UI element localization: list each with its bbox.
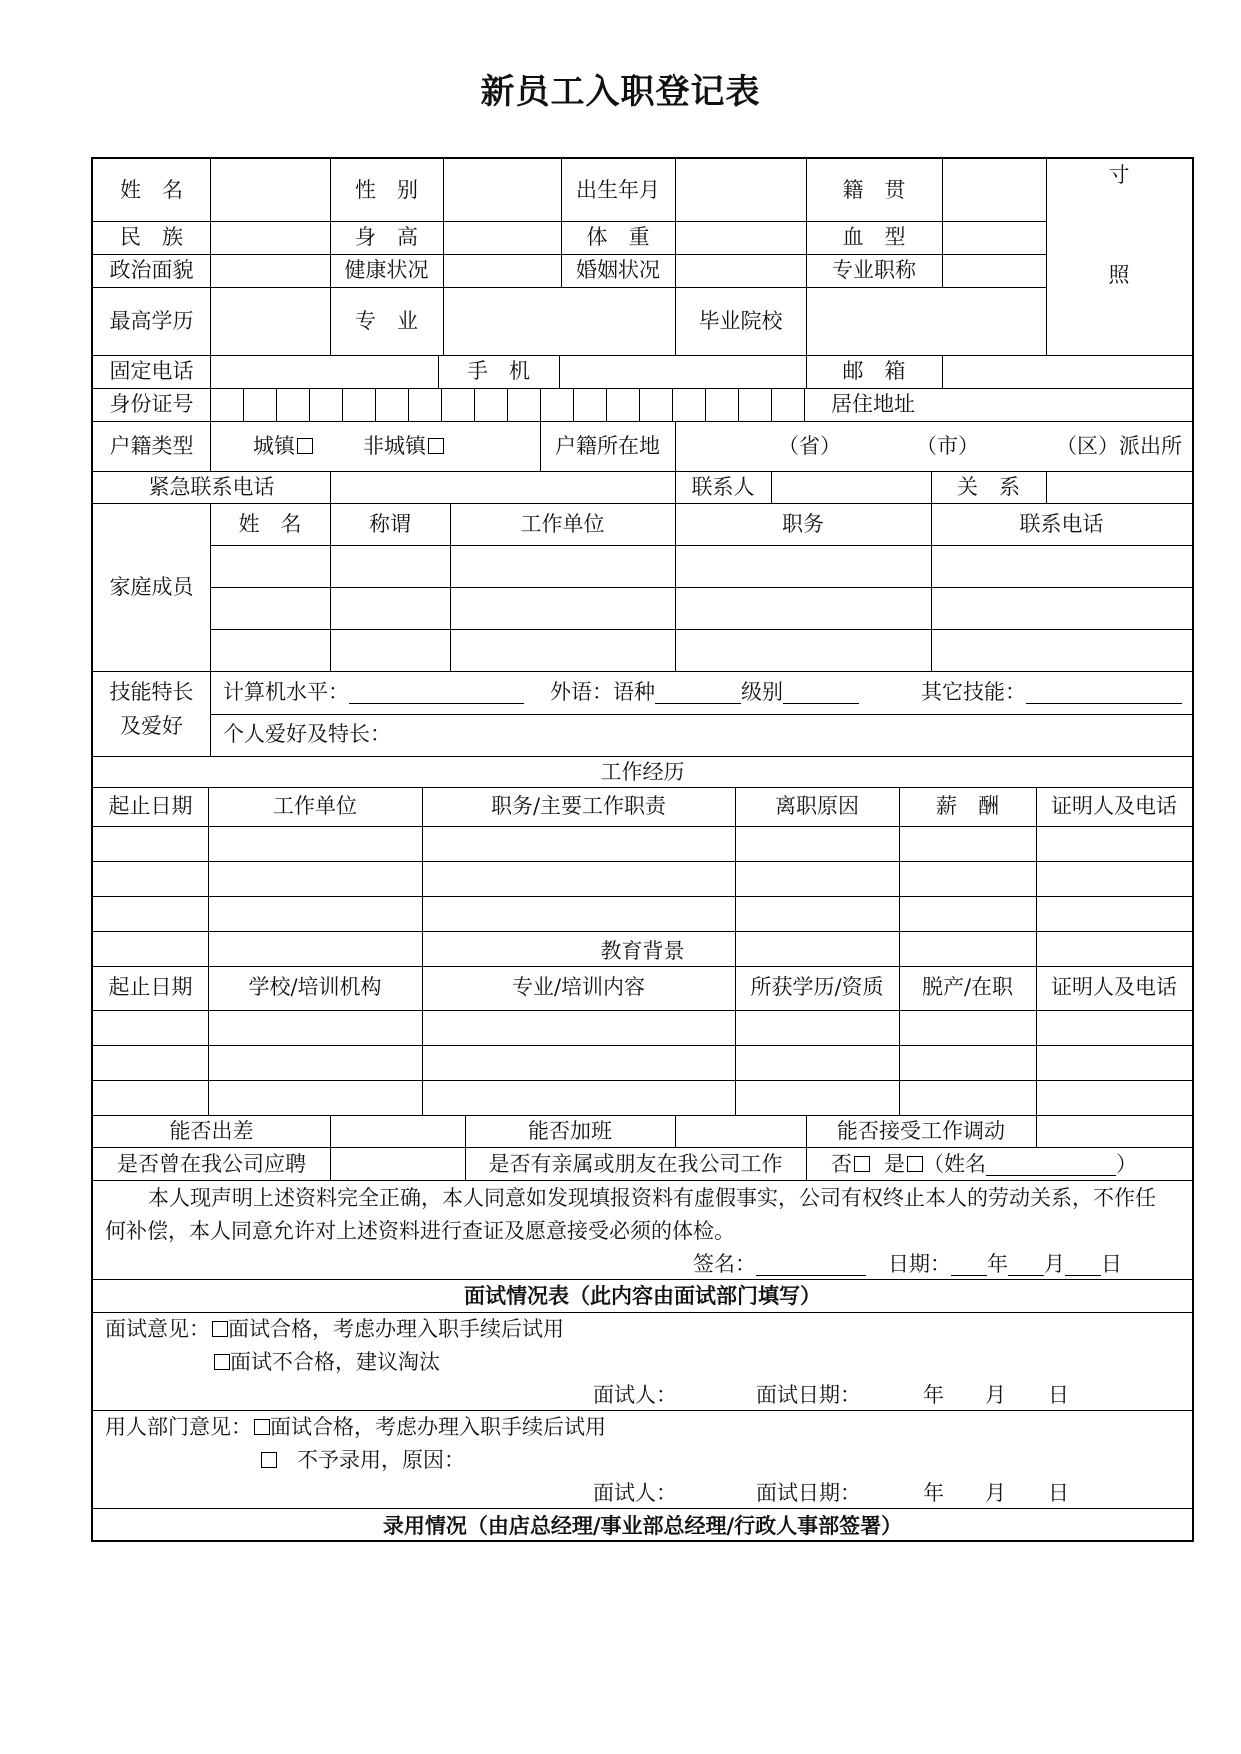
rural-checkbox[interactable]	[428, 438, 444, 454]
label-political: 政治面貌	[109, 258, 194, 282]
declaration-line-2: 何补偿，本人同意允许对上述资料进行查证及愿意接受必须的体检。	[105, 1219, 735, 1243]
option-urban[interactable]: 城镇	[253, 434, 313, 458]
edu-header-major: 专业/培训内容	[511, 975, 646, 999]
label-applied-before: 是否曾在我公司应聘	[117, 1152, 306, 1176]
label-interviewer-1: 面试人：	[593, 1383, 677, 1407]
work-header-reason: 离职原因	[775, 794, 859, 818]
section-work-title: 工作经历	[600, 760, 685, 784]
label-hobbies: 及爱好	[120, 714, 183, 738]
date-month-blank[interactable]	[1008, 1255, 1044, 1276]
interview-fail-checkbox[interactable]	[214, 1354, 230, 1370]
work-header-employer: 工作单位	[273, 794, 357, 818]
work-header-dates: 起止日期	[108, 794, 193, 818]
label-province: （省）	[778, 434, 841, 458]
language-level-blank[interactable]	[783, 683, 859, 704]
section-interview-title: 面试情况表（此内容由面试部门填写）	[464, 1283, 821, 1308]
dept-pass-checkbox[interactable]	[254, 1419, 270, 1435]
option-rural[interactable]: 非城镇	[363, 434, 444, 458]
label-relatives: 是否有亲属或朋友在我公司工作	[488, 1152, 783, 1176]
label-overtime: 能否加班	[528, 1119, 612, 1143]
work-header-salary: 薪 酬	[936, 794, 999, 818]
work-header-reference: 证明人及电话	[1051, 794, 1177, 818]
language-blank[interactable]	[655, 683, 741, 704]
computer-level-blank[interactable]	[349, 683, 524, 704]
label-city: （市）	[916, 434, 979, 458]
label-travel: 能否出差	[169, 1119, 254, 1143]
label-mobile: 手 机	[467, 359, 530, 383]
relatives-answer: 否 是 （姓名 ）	[831, 1152, 1137, 1176]
label-major: 专 业	[355, 309, 418, 333]
foreign-language: 外语：语种 级别	[550, 680, 859, 704]
date-year-blank[interactable]	[951, 1255, 987, 1276]
edu-header-dates: 起止日期	[108, 975, 193, 999]
label-contact: 联系人	[691, 475, 755, 499]
label-family: 家庭成员	[109, 575, 194, 599]
label-phone: 固定电话	[109, 359, 194, 383]
page-title: 新员工入职登记表	[480, 72, 761, 112]
urban-checkbox[interactable]	[297, 438, 313, 454]
label-address: 居住地址	[831, 392, 915, 416]
label-transfer: 能否接受工作调动	[837, 1119, 1005, 1143]
label-district: （区）派出所	[1056, 434, 1182, 458]
label-marital: 婚姻状况	[576, 258, 660, 282]
label-interview-date-1: 面试日期：	[756, 1383, 861, 1407]
label-interviewer-2: 面试人：	[593, 1481, 677, 1505]
label-day-1: 日	[1048, 1383, 1069, 1407]
section-edu-title: 教育背景	[600, 939, 685, 963]
label-title-rank: 专业职称	[832, 258, 916, 282]
no-checkbox[interactable]	[854, 1156, 870, 1172]
yes-checkbox[interactable]	[907, 1156, 923, 1172]
interview-pass-checkbox[interactable]	[212, 1321, 228, 1337]
edu-header-reference: 证明人及电话	[1051, 975, 1177, 999]
interview-opinion: 面试意见： 面试合格，考虑办理入职手续后试用	[105, 1317, 564, 1341]
label-weight: 体 重	[586, 225, 650, 249]
label-month-1: 月	[985, 1383, 1006, 1407]
edu-header-school: 学校/培训机构	[248, 975, 382, 999]
other-skills: 其它技能：	[921, 680, 1182, 704]
interview-fail-option: 面试不合格，建议淘汰	[212, 1350, 440, 1374]
label-name: 姓 名	[120, 178, 183, 202]
label-relation: 关 系	[957, 475, 1020, 499]
declaration-line-1: 本人现声明上述资料完全正确，本人同意如发现填报资料有虚假事实，公司有权终止本人的劳动关系，不作任	[148, 1186, 1156, 1210]
label-day-2: 日	[1048, 1481, 1069, 1505]
label-interview-date-2: 面试日期：	[756, 1481, 861, 1505]
edu-header-mode: 脱产/在职	[921, 975, 1014, 999]
date-day-blank[interactable]	[1065, 1255, 1101, 1276]
dept-opinion: 用人部门意见： 面试合格，考虑办理入职手续后试用	[105, 1415, 606, 1439]
label-month-2: 月	[985, 1481, 1006, 1505]
work-header-duties: 职务/主要工作职责	[490, 794, 667, 818]
label-year-1: 年	[923, 1383, 944, 1407]
label-id-number: 身份证号	[109, 392, 194, 416]
label-origin: 籍 贯	[842, 178, 906, 202]
label-birth: 出生年月	[576, 178, 660, 202]
computer-level: 计算机水平：	[223, 680, 524, 704]
family-header-employer: 工作单位	[520, 512, 605, 536]
photo-label-bottom: 照	[1108, 263, 1130, 287]
label-hukou-location: 户籍所在地	[555, 434, 660, 458]
family-header-position: 职务	[782, 512, 824, 536]
label-gender: 性 别	[355, 178, 418, 202]
label-school: 毕业院校	[698, 309, 783, 333]
declaration-signature: 签名： 日期： 年 月 日	[693, 1252, 1122, 1276]
label-hukou-type: 户籍类型	[109, 434, 194, 458]
photo-label-top: 寸	[1108, 163, 1130, 187]
relative-name-blank[interactable]	[986, 1155, 1116, 1176]
signature-blank[interactable]	[756, 1255, 866, 1276]
family-header-name: 姓 名	[238, 512, 302, 536]
label-emergency-phone: 紧急联系电话	[148, 475, 275, 499]
family-header-relation: 称谓	[369, 512, 411, 536]
label-blood: 血 型	[842, 225, 906, 249]
label-height: 身 高	[355, 225, 418, 249]
label-ethnicity: 民 族	[120, 225, 183, 249]
edu-header-degree: 所获学历/资质	[750, 975, 884, 999]
label-year-2: 年	[923, 1481, 944, 1505]
label-skills: 技能特长	[109, 680, 194, 704]
label-education: 最高学历	[109, 309, 194, 333]
label-hobby: 个人爱好及特长：	[223, 722, 391, 746]
dept-reject-option: 不予录用，原因：	[259, 1448, 465, 1472]
other-skills-blank[interactable]	[1026, 683, 1182, 704]
registration-form	[91, 157, 1194, 1542]
dept-reject-checkbox[interactable]	[261, 1452, 277, 1468]
label-email: 邮 箱	[842, 359, 906, 383]
label-health: 健康状况	[344, 258, 429, 282]
section-hiring-title: 录用情况（由店总经理/事业部总经理/行政人事部签署）	[382, 1513, 903, 1538]
family-header-phone: 联系电话	[1019, 512, 1104, 536]
